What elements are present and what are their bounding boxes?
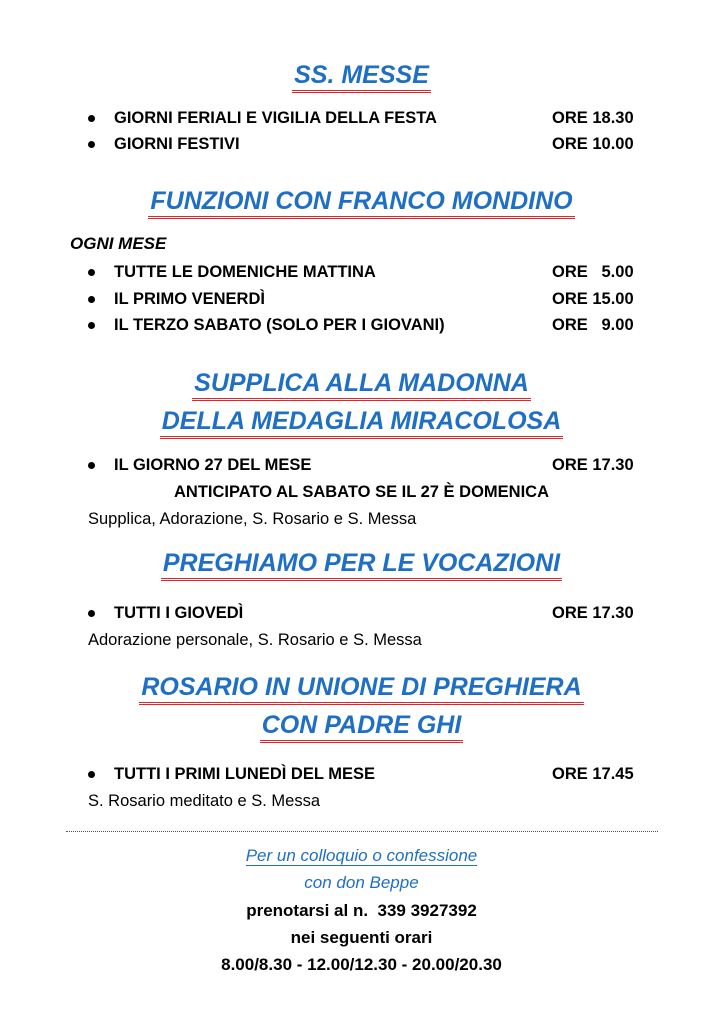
bullet-icon: [88, 322, 95, 329]
section-title-messe-text: SS. MESSE: [292, 60, 431, 93]
section-title-supplica-line2: [0, 404, 723, 439]
bullet-icon: [88, 462, 95, 469]
rosario-description: S. Rosario meditato e S. Messa: [88, 792, 321, 810]
item-time: ORE 17.30: [552, 456, 634, 474]
item-time: ORE 5.00: [552, 263, 634, 281]
item-label: TUTTE LE DOMENICHE MATTINA: [114, 263, 376, 281]
item-time: ORE 18.30: [552, 109, 634, 127]
contact-orari: 8.00/8.30 - 12.00/12.30 - 20.00/20.30: [221, 955, 502, 974]
item-time: ORE 9.00: [552, 316, 634, 334]
list-item-domeniche: [88, 260, 648, 284]
list-item-giorno-27: [88, 453, 648, 477]
section-title-funzioni-text: FUNZIONI CON FRANCO MONDINO: [148, 186, 574, 219]
item-label: GIORNI FESTIVI: [114, 135, 240, 153]
section-title-rosario-line1-text: ROSARIO IN UNIONE DI PREGHIERA: [139, 672, 583, 705]
contact-orari-label: nei seguenti orari: [290, 928, 433, 947]
item-time: ORE 17.30: [552, 604, 634, 622]
bullet-icon: [88, 771, 95, 778]
bullet-icon: [88, 296, 95, 303]
list-item-primi-lunedi: [88, 762, 648, 786]
item-label: IL GIORNO 27 DEL MESE: [114, 456, 312, 474]
list-item-primo-venerdi: [88, 287, 648, 311]
supplica-description: Supplica, Adorazione, S. Rosario e S. Messa: [88, 510, 417, 528]
bullet-icon: [88, 610, 95, 617]
section-title-supplica-line1: [0, 366, 723, 401]
item-label: TUTTI I GIOVEDÌ: [114, 604, 244, 622]
section-title-messe: [0, 58, 723, 93]
list-item-giorni-festivi: [88, 132, 648, 156]
section-title-supplica-line2-text: DELLA MEDAGLIA MIRACOLOSA: [160, 406, 564, 439]
list-item-giovedi: [88, 601, 648, 625]
bullet-icon: [88, 141, 95, 148]
list-item-giorni-feriali: [88, 106, 648, 130]
section-title-vocazioni: [0, 546, 723, 581]
item-label: IL TERZO SABATO (SOLO PER I GIOVANI): [114, 316, 445, 334]
bullet-icon: [88, 115, 95, 122]
section-title-rosario-line2-text: CON PADRE GHI: [260, 710, 464, 743]
item-label: GIORNI FERIALI E VIGILIA DELLA FESTA: [114, 109, 437, 127]
section-title-rosario-line1: [0, 670, 723, 705]
dotted-divider: [66, 831, 658, 832]
item-time: ORE 17.45: [552, 765, 634, 783]
item-label: TUTTI I PRIMI LUNEDÌ DEL MESE: [114, 765, 375, 783]
contact-phone: prenotarsi al n. 339 3927392: [246, 901, 477, 920]
bullet-icon: [88, 269, 95, 276]
contact-line-colloquio: [0, 843, 723, 869]
list-item-terzo-sabato: [88, 313, 648, 337]
item-label: IL PRIMO VENERDÌ: [114, 290, 265, 308]
contact-line-colloquio-text: Per un colloquio o confessione: [245, 846, 478, 865]
supplica-note: ANTICIPATO AL SABATO SE IL 27 È DOMENICA: [174, 483, 549, 501]
item-time: ORE 15.00: [552, 290, 634, 308]
subheading-ogni-mese: OGNI MESE: [70, 234, 167, 253]
item-time: ORE 10.00: [552, 135, 634, 153]
section-title-funzioni: [0, 184, 723, 219]
section-title-vocazioni-text: PREGHIAMO PER LE VOCAZIONI: [161, 548, 562, 581]
section-title-supplica-line1-text: SUPPLICA ALLA MADONNA: [192, 368, 531, 401]
section-title-rosario-line2: [0, 708, 723, 743]
contact-line-don-beppe: con don Beppe: [304, 873, 419, 892]
vocazioni-description: Adorazione personale, S. Rosario e S. Messa: [88, 631, 422, 649]
